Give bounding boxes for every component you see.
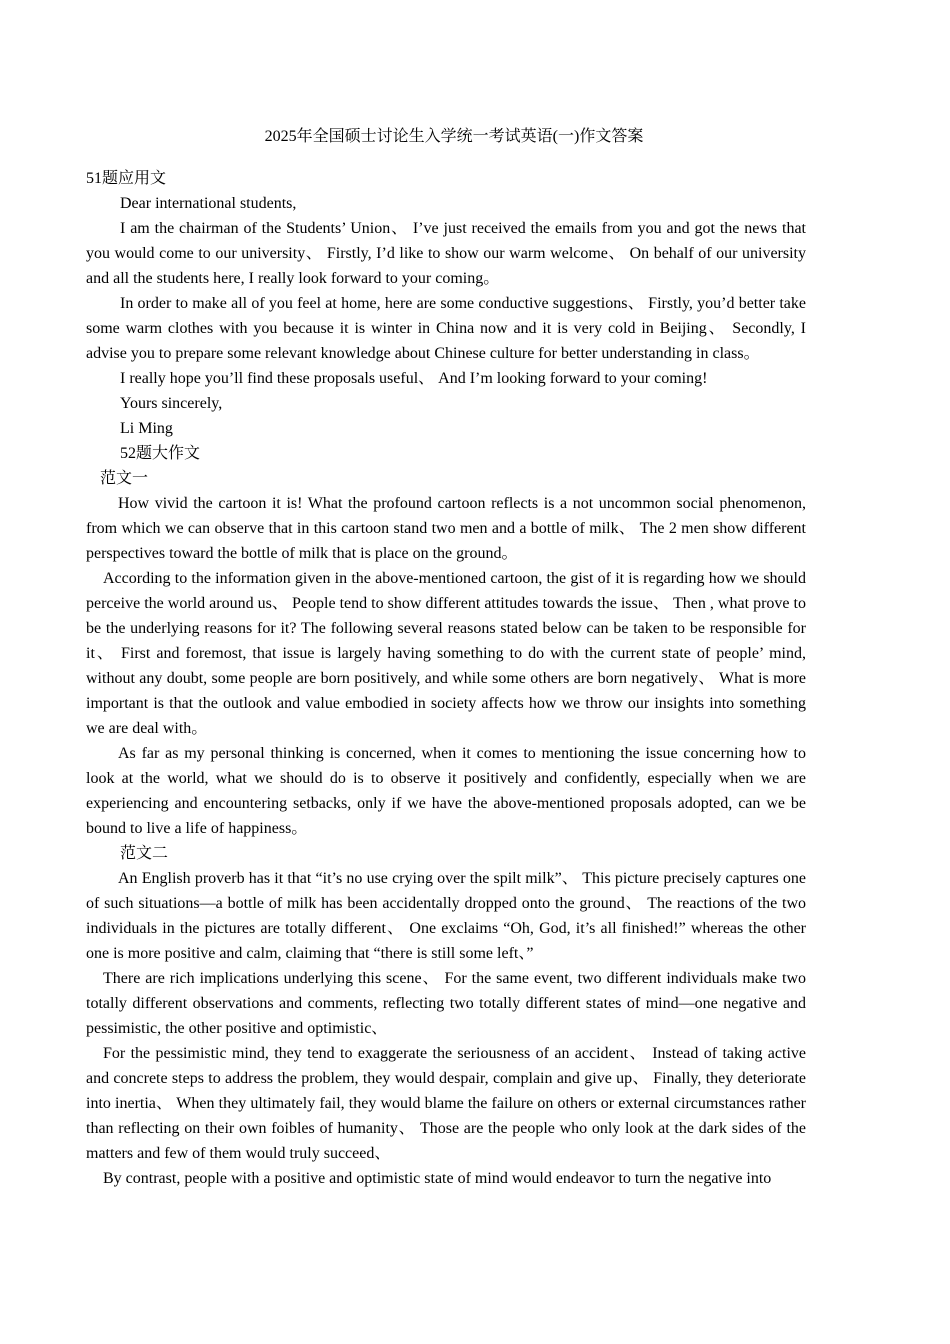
section-52-heading: 52题大作文 — [120, 445, 201, 462]
essay-2-paragraph-1: An English proverb has it that “it’s no use crying over the spilt milk”、 This picture precisely captures one of such situations—a bottle of milk has been accidentally dropped onto the ground、 The reactions of the two individuals in the pictures are totally different、 One exclaims “Oh, God, it’s all finished!” whereas the other one is more positive and calm, claiming that “there is still some left、” — [86, 870, 806, 962]
essay-2-label: 范文二 — [120, 845, 169, 862]
essay-2-paragraph-2: There are rich implications underlying this scene、 For the same event, two different individuals make two totally different observations and comments, reflecting two totally different states of mind—one negative and pessimistic, the other positive and optimistic、 — [86, 970, 806, 1037]
letter-salutation: Dear international students, — [120, 195, 297, 212]
essay-1-paragraph-1: How vivid the cartoon it is! What the profound cartoon reflects is a not uncommon social phenomenon, from which we can observe that in this cartoon stand two men and a bottle of milk、 The 2 men show different perspectives toward the bottle of milk that is place on the ground。 — [86, 495, 806, 562]
letter-paragraph-1: I am the chairman of the Students’ Union、 I’ve just received the emails from you and got the news that you would come to our university、 Firstly, I’d like to show our warm welcome、 On behalf of our university and all the students here, I really look forward to your coming。 — [86, 220, 806, 287]
document-title: 2025年全国硕士讨论生入学统一考试英语(一)作文答案 — [264, 128, 644, 145]
letter-closing: Yours sincerely, — [120, 395, 223, 412]
essay-2-paragraph-3: For the pessimistic mind, they tend to exaggerate the seriousness of an accident、 Instead of taking active and concrete steps to address the problem, they would despair, complain and give up、 Finally, they deteriorate into inertia、 When they ultimately fail, they would blame the failure on others or external circumstances rather than reflecting on their own foibles of humanity、 Those are the people who only look at the dark sides of the matters and few of them would truly succeed、 — [86, 1045, 807, 1162]
essay-1-paragraph-2: According to the information given in the above-mentioned cartoon, the gist of it is regarding how we should perceive the world around us、 People tend to show different attitudes towards the issue、 Then , what prove to be the underlying reasons for it? The following several reasons stated below can be taken to be responsible for it、 First and foremost, that issue is largely having something to do with the current state of people’ mind, without any doubt, some people are born positively, and while some others are born negatively、 What is more important is that the outlook and value embodied in society affects how we throw our insights into something we are deal with。 — [86, 570, 806, 737]
letter-paragraph-2: In order to make all of you feel at home, here are some conductive suggestions、 Firstly, you’d better take some warm clothes with you because it is winter in China now and it is very cold in Beijing、 Secondly, I advise you to prepare some relevant knowledge about Chinese culture for better understanding in class。 — [86, 295, 806, 362]
letter-paragraph-3: I really hope you’ll find these proposals useful、 And I’m looking forward to your coming! — [120, 370, 708, 387]
essay-1-label: 范文一 — [100, 470, 149, 487]
essay-1-paragraph-3: As far as my personal thinking is concerned, when it comes to mentioning the issue concerning how to look at the world, what we should do is to observe it positively and confidently, especially when we are experiencing and encountering setbacks, only if we have the above-mentioned proposals adopted, can we be bound to live a life of happiness。 — [86, 745, 806, 837]
section-51-heading: 51题应用文 — [86, 170, 167, 187]
letter-signature: Li Ming — [120, 420, 173, 437]
essay-2-paragraph-4: By contrast, people with a positive and optimistic state of mind would endeavor to turn the negative into — [103, 1170, 772, 1187]
document-page — [86, 126, 806, 1191]
